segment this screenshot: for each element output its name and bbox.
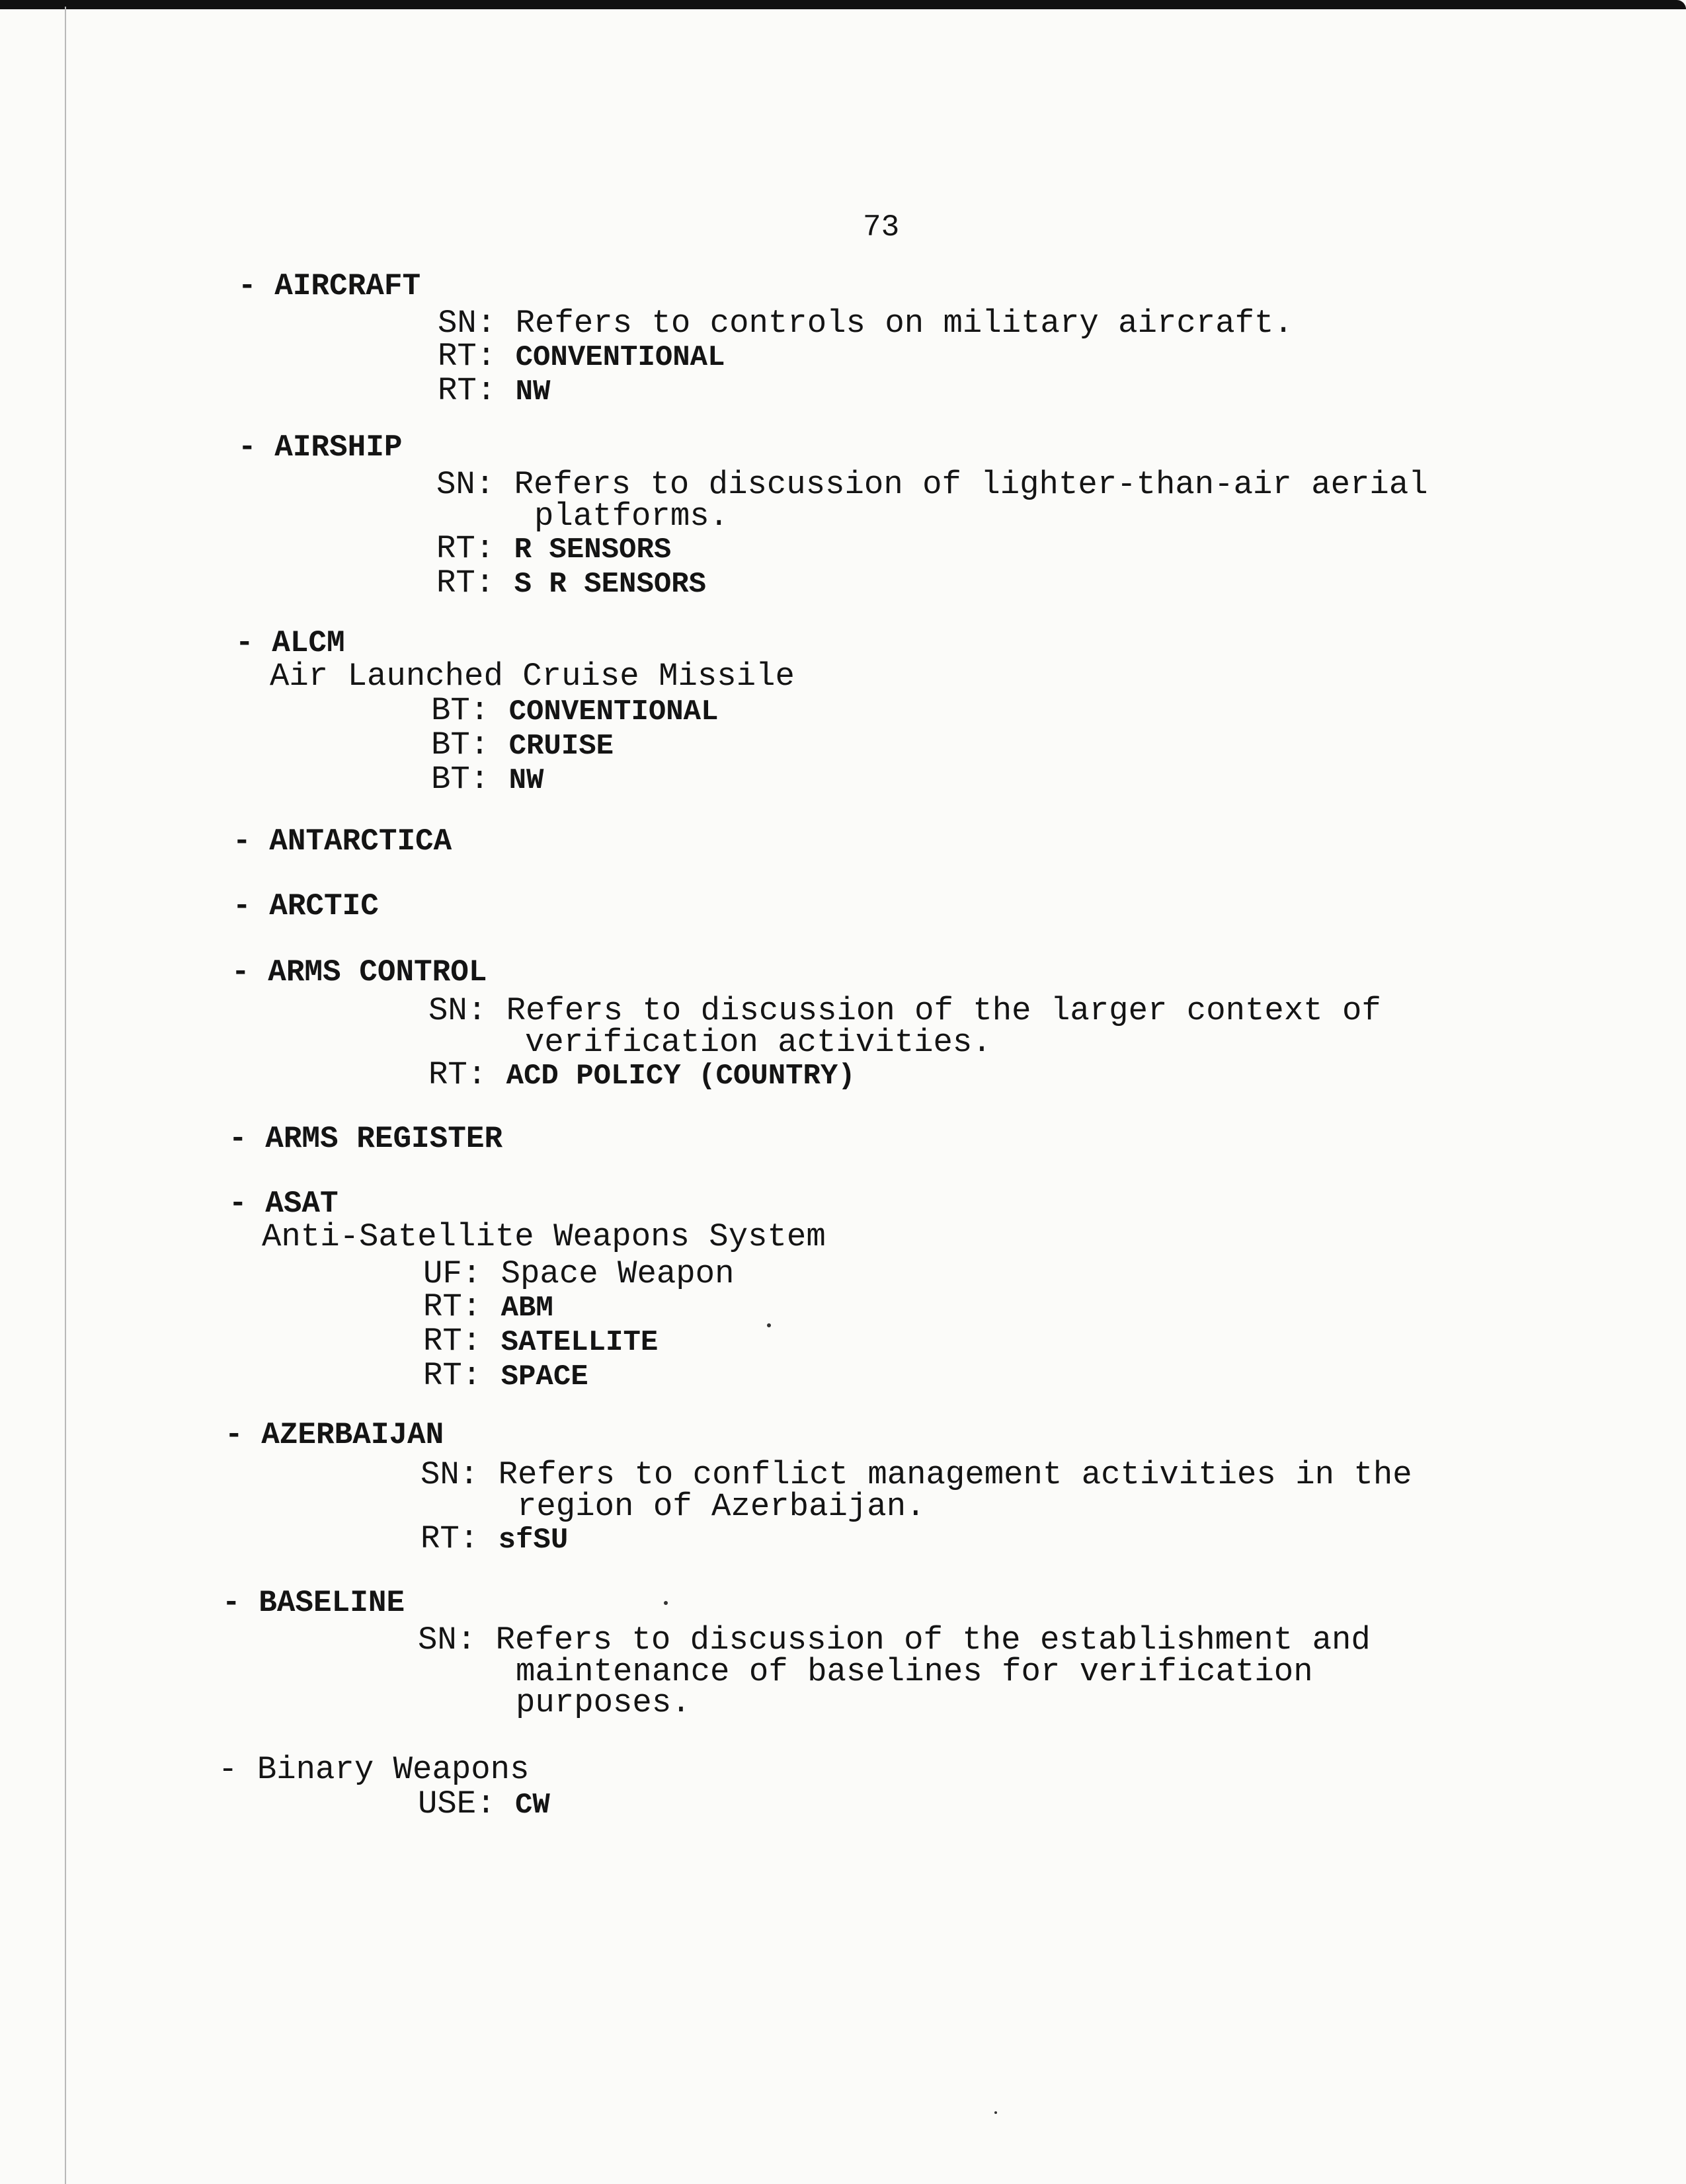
entry-description: Anti-Satellite Weapons System	[262, 1218, 826, 1255]
related-term: RT: CONVENTIONAL	[438, 338, 725, 375]
broader-term: BT: CRUISE	[431, 726, 614, 763]
scan-speck	[994, 2111, 997, 2114]
entry-binary-weapons	[218, 1753, 529, 1786]
scope-note-continuation: maintenance of baselines for verification	[516, 1653, 1313, 1690]
scan-top-edge	[0, 0, 1686, 9]
entry-aircraft-refs	[438, 307, 1293, 409]
scan-speck	[767, 1323, 771, 1327]
scope-note: SN: Refers to conflict management activities in the	[421, 1456, 1412, 1493]
scope-note: SN: Refers to controls on military aircraft.	[438, 305, 1293, 342]
entry-term: - ARCTIC	[233, 889, 379, 923]
related-term: RT: SATELLITE	[423, 1323, 659, 1360]
related-term: RT: sfSU	[421, 1520, 569, 1557]
entry-airship-refs	[436, 468, 1428, 601]
related-term: RT: SPACE	[423, 1357, 588, 1394]
scope-note-continuation: verification activities.	[525, 1024, 992, 1061]
entry-term: - ASAT	[229, 1187, 339, 1221]
entry-arctic	[233, 890, 379, 923]
entry-term: - AIRSHIP	[238, 430, 403, 465]
scan-left-margin-line	[65, 7, 66, 2184]
used-for-term: UF: Space Weapon	[423, 1255, 735, 1292]
scope-note-continuation: region of Azerbaijan.	[517, 1488, 926, 1525]
entry-term: - ALCM	[235, 626, 345, 660]
related-term: RT: ABM	[423, 1288, 553, 1325]
scan-speck	[664, 1601, 668, 1605]
entry-asat-refs	[423, 1257, 734, 1393]
entry-arms-register	[229, 1122, 502, 1155]
entry-airship	[238, 431, 402, 464]
scope-note: SN: Refers to discussion of the larger context of	[428, 992, 1381, 1029]
page-number: 73	[863, 210, 900, 245]
entry-description: Air Launched Cruise Missile	[270, 658, 795, 695]
related-term: RT: ACD POLICY (COUNTRY)	[428, 1056, 856, 1093]
entry-azerbaijan	[225, 1419, 444, 1452]
entry-baseline-refs	[418, 1623, 1371, 1719]
broader-term: BT: CONVENTIONAL	[431, 692, 719, 729]
entry-term: - BASELINE	[222, 1586, 405, 1620]
entry-baseline	[222, 1586, 405, 1619]
related-term: RT: S R SENSORS	[436, 565, 707, 602]
entry-term: - ARMS REGISTER	[229, 1122, 503, 1156]
scope-note-continuation: purposes.	[516, 1684, 691, 1721]
broader-term: BT: NW	[431, 761, 544, 798]
entry-asat	[229, 1187, 826, 1253]
related-term: RT: NW	[438, 372, 551, 409]
entry-arms-control	[231, 956, 487, 989]
entry-alcm-refs	[431, 694, 718, 797]
entry-alcm	[235, 627, 795, 693]
entry-term: - ANTARCTICA	[233, 824, 452, 859]
entry-antarctica	[233, 825, 452, 858]
related-term: RT: R SENSORS	[436, 530, 672, 567]
entry-term: - AZERBAIJAN	[225, 1418, 444, 1452]
entry-aircraft	[238, 270, 421, 303]
entry-term: - ARMS CONTROL	[231, 955, 487, 990]
entry-arms-control-refs	[428, 994, 1381, 1093]
scope-note-continuation: platforms.	[534, 498, 729, 535]
entry-azerbaijan-refs	[421, 1458, 1412, 1557]
entry-term: - AIRCRAFT	[238, 269, 421, 303]
scope-note: SN: Refers to discussion of the establishment and	[418, 1621, 1371, 1658]
entry-term: - Binary Weapons	[218, 1751, 530, 1788]
entry-binary-weapons-refs	[418, 1787, 550, 1822]
use-term: USE: CW	[418, 1785, 550, 1822]
scope-note: SN: Refers to discussion of lighter-than-air aerial	[436, 466, 1428, 503]
